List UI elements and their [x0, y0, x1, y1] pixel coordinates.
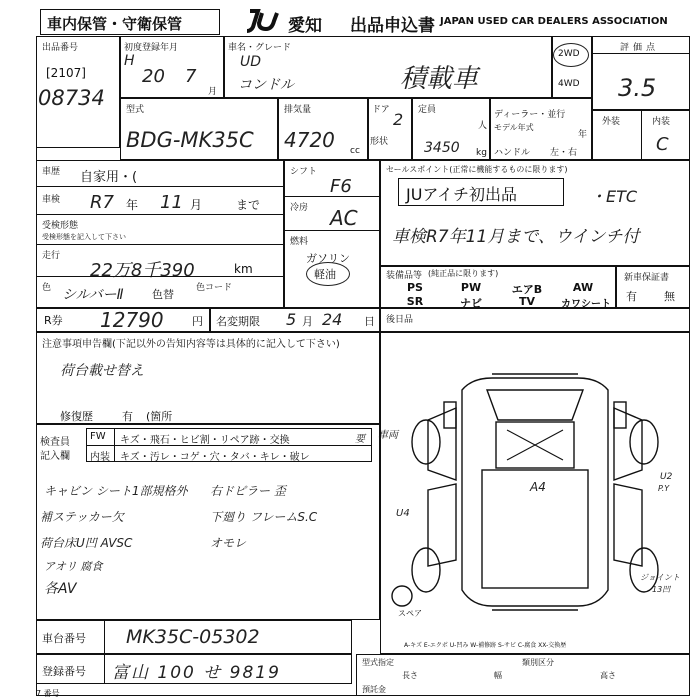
- inspector-comment-8: 各AV: [44, 581, 77, 597]
- fuel-gasoline: ガソリン: [306, 252, 350, 265]
- inspector-comment-1: キャビン シート1部規格外: [44, 484, 188, 498]
- history-divider-3: [36, 244, 284, 245]
- shaken-month: 11: [160, 192, 183, 213]
- repair-location: (箇所: [146, 410, 173, 423]
- diagram-legend: A-キズ E-エクボ U-凹み W-補修跡 S-サビ C-腐食 XX-交換歴: [404, 642, 567, 649]
- equip-ps: PS: [407, 281, 423, 294]
- color-label: 色: [42, 283, 52, 293]
- sales-etc: ・ETC: [590, 187, 638, 206]
- model-label: 車名・グレード: [228, 43, 292, 53]
- doors-value: 2: [393, 110, 404, 129]
- name-change-month-unit: 月: [302, 315, 313, 328]
- lot-number: 08734: [38, 86, 105, 110]
- inspector-comment-2: 右ドピラー 歪: [210, 484, 286, 498]
- recycle-label: 受検形態: [42, 221, 79, 231]
- sales-label: セールスポイント(正常に機能するものに限ります): [386, 165, 568, 174]
- mech-divider-1: [284, 196, 380, 197]
- registration-vdivider: [104, 654, 105, 684]
- rating-sub-divider: [641, 110, 642, 160]
- registration-label: 登録番号: [42, 665, 86, 678]
- shaken-month-unit: 月: [190, 198, 203, 212]
- recycle-fee-label: 預託金: [362, 685, 386, 694]
- chassis-value: MK35C-05302: [126, 626, 260, 648]
- repair-history-value: 有: [122, 410, 133, 423]
- association-name: JAPAN USED CAR DEALERS ASSOCIATION: [440, 16, 668, 27]
- ju-logo: [246, 9, 286, 33]
- equip-tv: TV: [518, 295, 536, 308]
- equipment-note: (純正品に限ります): [428, 269, 499, 278]
- warranty-no: 無: [664, 290, 675, 303]
- org-name: 愛知: [288, 16, 322, 36]
- shift-label: シフト: [290, 167, 318, 177]
- shaken-era: R7: [90, 192, 114, 213]
- displacement-unit: cc: [350, 146, 360, 156]
- inspector-label-1: 検査員: [40, 437, 70, 448]
- mech-divider-2: [284, 230, 380, 231]
- storage-notice: [40, 9, 220, 35]
- inspector-comment-5: 荷台床U凹 AVSC: [40, 536, 133, 550]
- diagram-mark-py: P.Y: [658, 484, 670, 493]
- type-value: BDG-MK35C: [126, 128, 254, 152]
- sales-block: [380, 160, 690, 266]
- first-reg-month: 7: [185, 66, 197, 87]
- later-docs-label: 後日品: [386, 315, 414, 325]
- vehicle-diagram: [382, 360, 688, 630]
- load-value: 3450: [424, 140, 460, 156]
- history-divider-2: [36, 214, 284, 215]
- first-reg-era: H: [124, 53, 135, 69]
- name-change-day-unit: 日: [364, 315, 375, 328]
- fw-label: FW: [90, 431, 106, 442]
- r-ticket-value: 12790: [100, 308, 164, 332]
- load-unit: kg: [476, 148, 487, 158]
- repair-history-label: 修復歴: [60, 410, 93, 423]
- storage-notice-text: 車内保管・守衛保管: [47, 15, 183, 33]
- history-divider-4: [36, 276, 284, 277]
- fw-items: キズ・飛石・ヒビ割・リペア跡・交換: [120, 435, 290, 446]
- color-value: シルバーⅡ: [62, 287, 124, 303]
- spare-label: スペア: [398, 609, 422, 618]
- mileage-value: 22万8千390: [90, 260, 195, 281]
- length-label: 長さ: [402, 671, 418, 680]
- inspector-comment-4: 下廻り フレームS.C: [210, 510, 318, 524]
- sales-line2: 車検R7年11月まで、ウインチ付: [392, 227, 640, 247]
- rating-divider: [592, 53, 690, 54]
- shaken-suffix: まで: [236, 198, 261, 212]
- interior-label: 内装: [652, 117, 671, 127]
- mileage-label: 走行: [42, 251, 61, 261]
- rating-score: 3.5: [618, 74, 657, 102]
- notes-handwritten: 荷台載せ替え: [60, 363, 144, 379]
- dealer-handle-opts: 左・右: [550, 148, 578, 158]
- equip-aw: AW: [572, 281, 594, 294]
- shape-label: 形状: [370, 137, 389, 147]
- displacement-label: 排気量: [284, 105, 312, 115]
- dealer-model-year: モデル年式: [494, 123, 534, 132]
- r-ticket-unit: 円: [192, 315, 203, 328]
- interior-check-label: 内装: [90, 452, 110, 463]
- capacity-label: 定員: [418, 105, 437, 115]
- r-ticket-label: R券: [44, 314, 63, 327]
- rating-label: 評価点: [620, 43, 660, 53]
- exterior-label: 外装: [602, 117, 621, 127]
- diagram-mark-u4: U4: [396, 508, 410, 519]
- history-divider-1: [36, 186, 284, 187]
- chassis-label: 車台番号: [42, 632, 86, 645]
- color-code-label: 色コード: [196, 283, 233, 293]
- registration-value: 富山 100 せ 9819: [112, 663, 281, 683]
- color-change: 色替: [152, 288, 174, 301]
- interior-score: C: [656, 134, 669, 155]
- inspector-label-2: 記入欄: [40, 451, 70, 462]
- fuel-diesel: 軽油: [314, 268, 336, 281]
- model-name: コンドル: [238, 77, 294, 93]
- first-reg-year: 20: [142, 66, 165, 87]
- fuel-label: 燃料: [290, 237, 309, 247]
- inspector-check-vdivider: [114, 428, 115, 462]
- first-reg-label: 初度登録年月: [124, 43, 179, 53]
- inspector-comment-7: アオリ 腐食: [44, 560, 103, 573]
- ac-value: AC: [330, 206, 358, 230]
- usage-label: 車歴: [42, 167, 61, 177]
- lot-label: 出品番号: [42, 43, 79, 53]
- type-label: 型式: [126, 105, 145, 115]
- equip-leather: カワシート: [561, 299, 611, 310]
- diagram-mark-front-2: 13凹: [652, 585, 671, 594]
- diagram-mark-u2: U2: [660, 472, 673, 482]
- category-label: 類別区分: [522, 658, 554, 667]
- notes-label: 注意事項申告欄(下記以外の告知内容等は具体的に記入して下さい): [42, 339, 340, 350]
- mileage-unit: km: [234, 262, 253, 276]
- height-label: 高さ: [600, 671, 616, 680]
- diagram-mark-a4: A4: [530, 480, 546, 494]
- usage-value: 自家用・(: [80, 170, 138, 185]
- model-maker: UD: [240, 54, 262, 70]
- diagram-mark-front: ジョイント: [640, 573, 680, 582]
- doors-label: ドア: [372, 105, 390, 115]
- shaken-label: 車検: [42, 195, 61, 205]
- inspector-comment-3: 補ステッカー欠: [40, 510, 124, 524]
- equipment-grid: [390, 280, 614, 308]
- recycle-note: 受検形態を記入して下さい: [42, 233, 126, 241]
- equip-pw: PW: [460, 281, 482, 294]
- dealer-handle: ハンドル: [494, 148, 531, 158]
- lot-code: [2107]: [46, 66, 86, 80]
- inspector-note-top: 要: [355, 434, 365, 445]
- inspector-comment-6: オモレ: [210, 536, 247, 550]
- warranty-yes: 有: [626, 290, 637, 303]
- capacity-unit: 人: [478, 121, 488, 131]
- dealer-imported: ディーラー・並行: [494, 110, 566, 120]
- name-change-month: 5: [286, 310, 297, 329]
- warranty-label: 新車保証書: [624, 273, 670, 283]
- ac-label: 冷房: [290, 203, 309, 213]
- digit-row: 7 番号: [36, 689, 60, 698]
- name-change-day: 24: [322, 310, 343, 329]
- first-reg-month-unit: 月: [208, 87, 218, 97]
- equip-airbag: エアB: [511, 283, 543, 296]
- name-change-label: 名変期限: [216, 315, 260, 328]
- interior-check-items: キズ・汚レ・コゲ・穴・タバ・キレ・破レ: [120, 452, 310, 463]
- form-label: 型式指定: [362, 658, 394, 667]
- sales-debut: JUアイチ初出品: [406, 185, 517, 204]
- equipment-label: 装備品等: [386, 271, 423, 281]
- width-label: 幅: [494, 671, 502, 680]
- doc-title: 出品申込書: [350, 16, 435, 36]
- chassis-vdivider: [104, 620, 105, 654]
- equip-navi: ナビ: [460, 297, 482, 310]
- drive-4wd: 4WD: [558, 79, 580, 89]
- equip-sr: SR: [406, 295, 424, 308]
- model-grade: 積載車: [400, 64, 479, 94]
- shift-value: F6: [330, 176, 352, 197]
- inspector-note-right: 車両: [378, 430, 398, 441]
- dealer-year-unit: 年: [578, 130, 588, 140]
- drive-2wd: 2WD: [558, 49, 580, 59]
- displacement-value: 4720: [284, 128, 335, 152]
- later-docs-cell: [380, 308, 690, 332]
- shaken-year-unit: 年: [126, 198, 139, 212]
